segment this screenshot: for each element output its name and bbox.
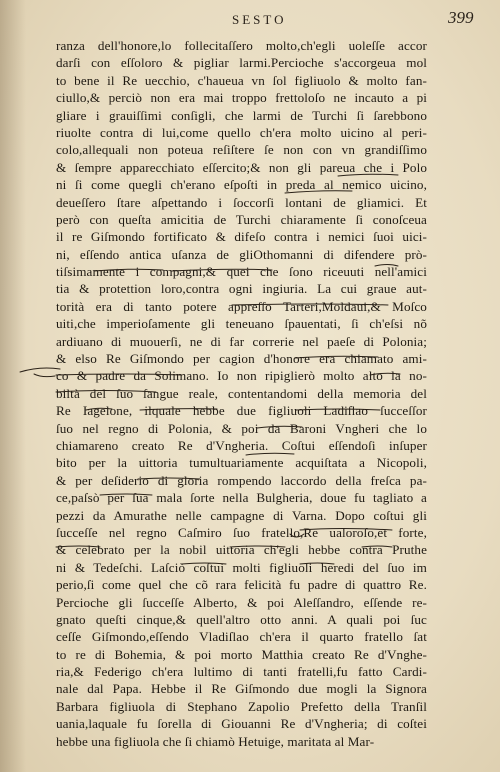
text-line: biltà del ſuo ſangue reale, contentandomi della memoria del — [56, 386, 427, 401]
text-line: & elso Re Giſmondo per cagion d'honore era chiamato ami- — [56, 352, 427, 367]
text-line: to re di Bohemia, & poi morto Matthia creato Re d'Vnghe- — [56, 647, 427, 662]
text-line: il re Giſmondo fortificato & difeſo contra i nemici ſuoi uici- — [56, 230, 427, 245]
page-header — [0, 0, 500, 38]
text-line: colo,allequali non poteua reſiſtere ſe non con vn grandiſſimo — [56, 143, 427, 158]
text-line: ceſſe Giſmondo,eſſendo Vladiſlao ch'era il quarto fratello ſat — [56, 630, 427, 645]
text-line: ciullo,& perciò non era mai troppo frettoloſo ne incauto a pi — [56, 91, 427, 106]
text-line: uania,laquale fu ſorella di Giouanni Re d'Vngheria; di coſtei — [56, 717, 427, 732]
page-number: 399 — [448, 8, 474, 27]
body-text — [56, 38, 427, 751]
text-line: chiamareno creato Re d'Vngheria. Coſtui eſſendoſi inſuper — [56, 438, 427, 453]
gutter-shadow — [0, 0, 26, 772]
text-line: uiti,che imperioſamente gli teneuano ſpauentati, ſi ch'eſsi nõ — [56, 317, 427, 332]
text-line: torità era di tanto potere appreſſo Tarteri,Moldaui,& Moſco — [56, 299, 427, 314]
text-line: Percioche gli ſucceſſe Alberto, & poi Aleſſandro, eſſende re- — [56, 595, 427, 610]
text-line: gnato queſti cinque,& quell'altro otto anni. A quali poi ſuc — [56, 612, 427, 627]
text-line: co & padre da Solimano. Io non ripiglierò molto alto la no- — [56, 369, 427, 384]
text-line: & celebrato per la nobil uittoria ch'egli hebbe contra Pruthe — [56, 543, 427, 558]
running-head: SESTO — [232, 12, 287, 27]
text-line: ni ſi come quegli ch'erano eſpoſti in preda al nemico uicino, — [56, 178, 427, 193]
text-line: però con queſta amicitia de Turchi chiaramente ſi conoſceua — [56, 212, 427, 227]
text-line: tia & protettion loro,contra ogni ingiuria. La cui graue aut- — [56, 282, 427, 297]
text-line: tiſsimamente i compagni,& quei che ſono riceuuti nell'amici — [56, 265, 427, 280]
text-line: deueſſero ſtare aſpettando i ſoccorſi lontani de gliamici. Et — [56, 195, 427, 210]
text-line: ſuo nel regno di Polonia, & poi da Baroni Vngheri che lo — [56, 421, 427, 436]
text-line: & per deſiderio di gloria rompendo laccordo della freſca pa- — [56, 473, 427, 488]
text-line: hebbe una figliuola che ſi chiamò Hetuige, maritata al Mar- — [56, 734, 375, 749]
text-line: nale dal Papa. Hebbe il Re Giſmondo due mogli la Signora — [56, 682, 427, 697]
text-line: pezzi da Amurathe nelle campagne di Varna. Dopo coſtui gli — [56, 508, 427, 523]
ink-mark — [34, 374, 55, 377]
text-line: darſi con eſſoloro & pigliar larmi.Percioche s'accorgeua mol — [56, 56, 427, 71]
text-line: to bene il Re uecchio, c'haueua vn ſol figliuolo & molto fan- — [56, 73, 427, 88]
text-line: ardiuano di muouerſi, ne di far correrie nel paeſe di Polonia; — [56, 334, 427, 349]
text-line: gliare i grauiſſimi conſigli, che larmi de Turchi ſi ſarebbono — [56, 108, 427, 123]
ink-mark — [20, 368, 60, 372]
text-line: ranza dell'honore,lo follecitaſſero molto,ch'egli uoleſſe accor — [56, 39, 427, 53]
text-line: Re Iagelone, ilquale hebbe due figliuoli Ladiſlao ſucceſſor — [56, 404, 427, 419]
text-line: riuolte contra di lui,come quello ch'era molto uicino al peri- — [56, 125, 427, 140]
text-line: perio,ſi come quel che cõ rara felicità fu padre di quattro Re. — [56, 578, 427, 593]
text-line: ni & Tedeſchi. Laſciò coſtui molti figliuoli heredi del ſuo im — [56, 560, 427, 575]
text-line: bito per la uittoria tumultuariamente acquiſtata a Nicopoli, — [56, 456, 427, 471]
text-line: ſucceſſe nel regno Caſmiro ſuo fratello,Re ualoroſo,et forte, — [56, 525, 427, 540]
text-line: ria,& Federigo ch'era lultimo di tanti fratelli,fu fatto Cardi- — [56, 665, 427, 680]
text-line: ni, eſſendo antica uſanza de gliOthomanni di difendere prò- — [56, 247, 427, 262]
text-line: & ſempre apparecchiato eſſercito;& non gli pareua che i Polo — [56, 160, 427, 175]
text-line: ce,paſsò per ſua mala ſorte nella Bulgheria, doue fu tagliato a — [56, 491, 427, 506]
text-line: Barbara figliuola di Stephano Zapolio Prefetto della Tranſil — [56, 699, 427, 714]
